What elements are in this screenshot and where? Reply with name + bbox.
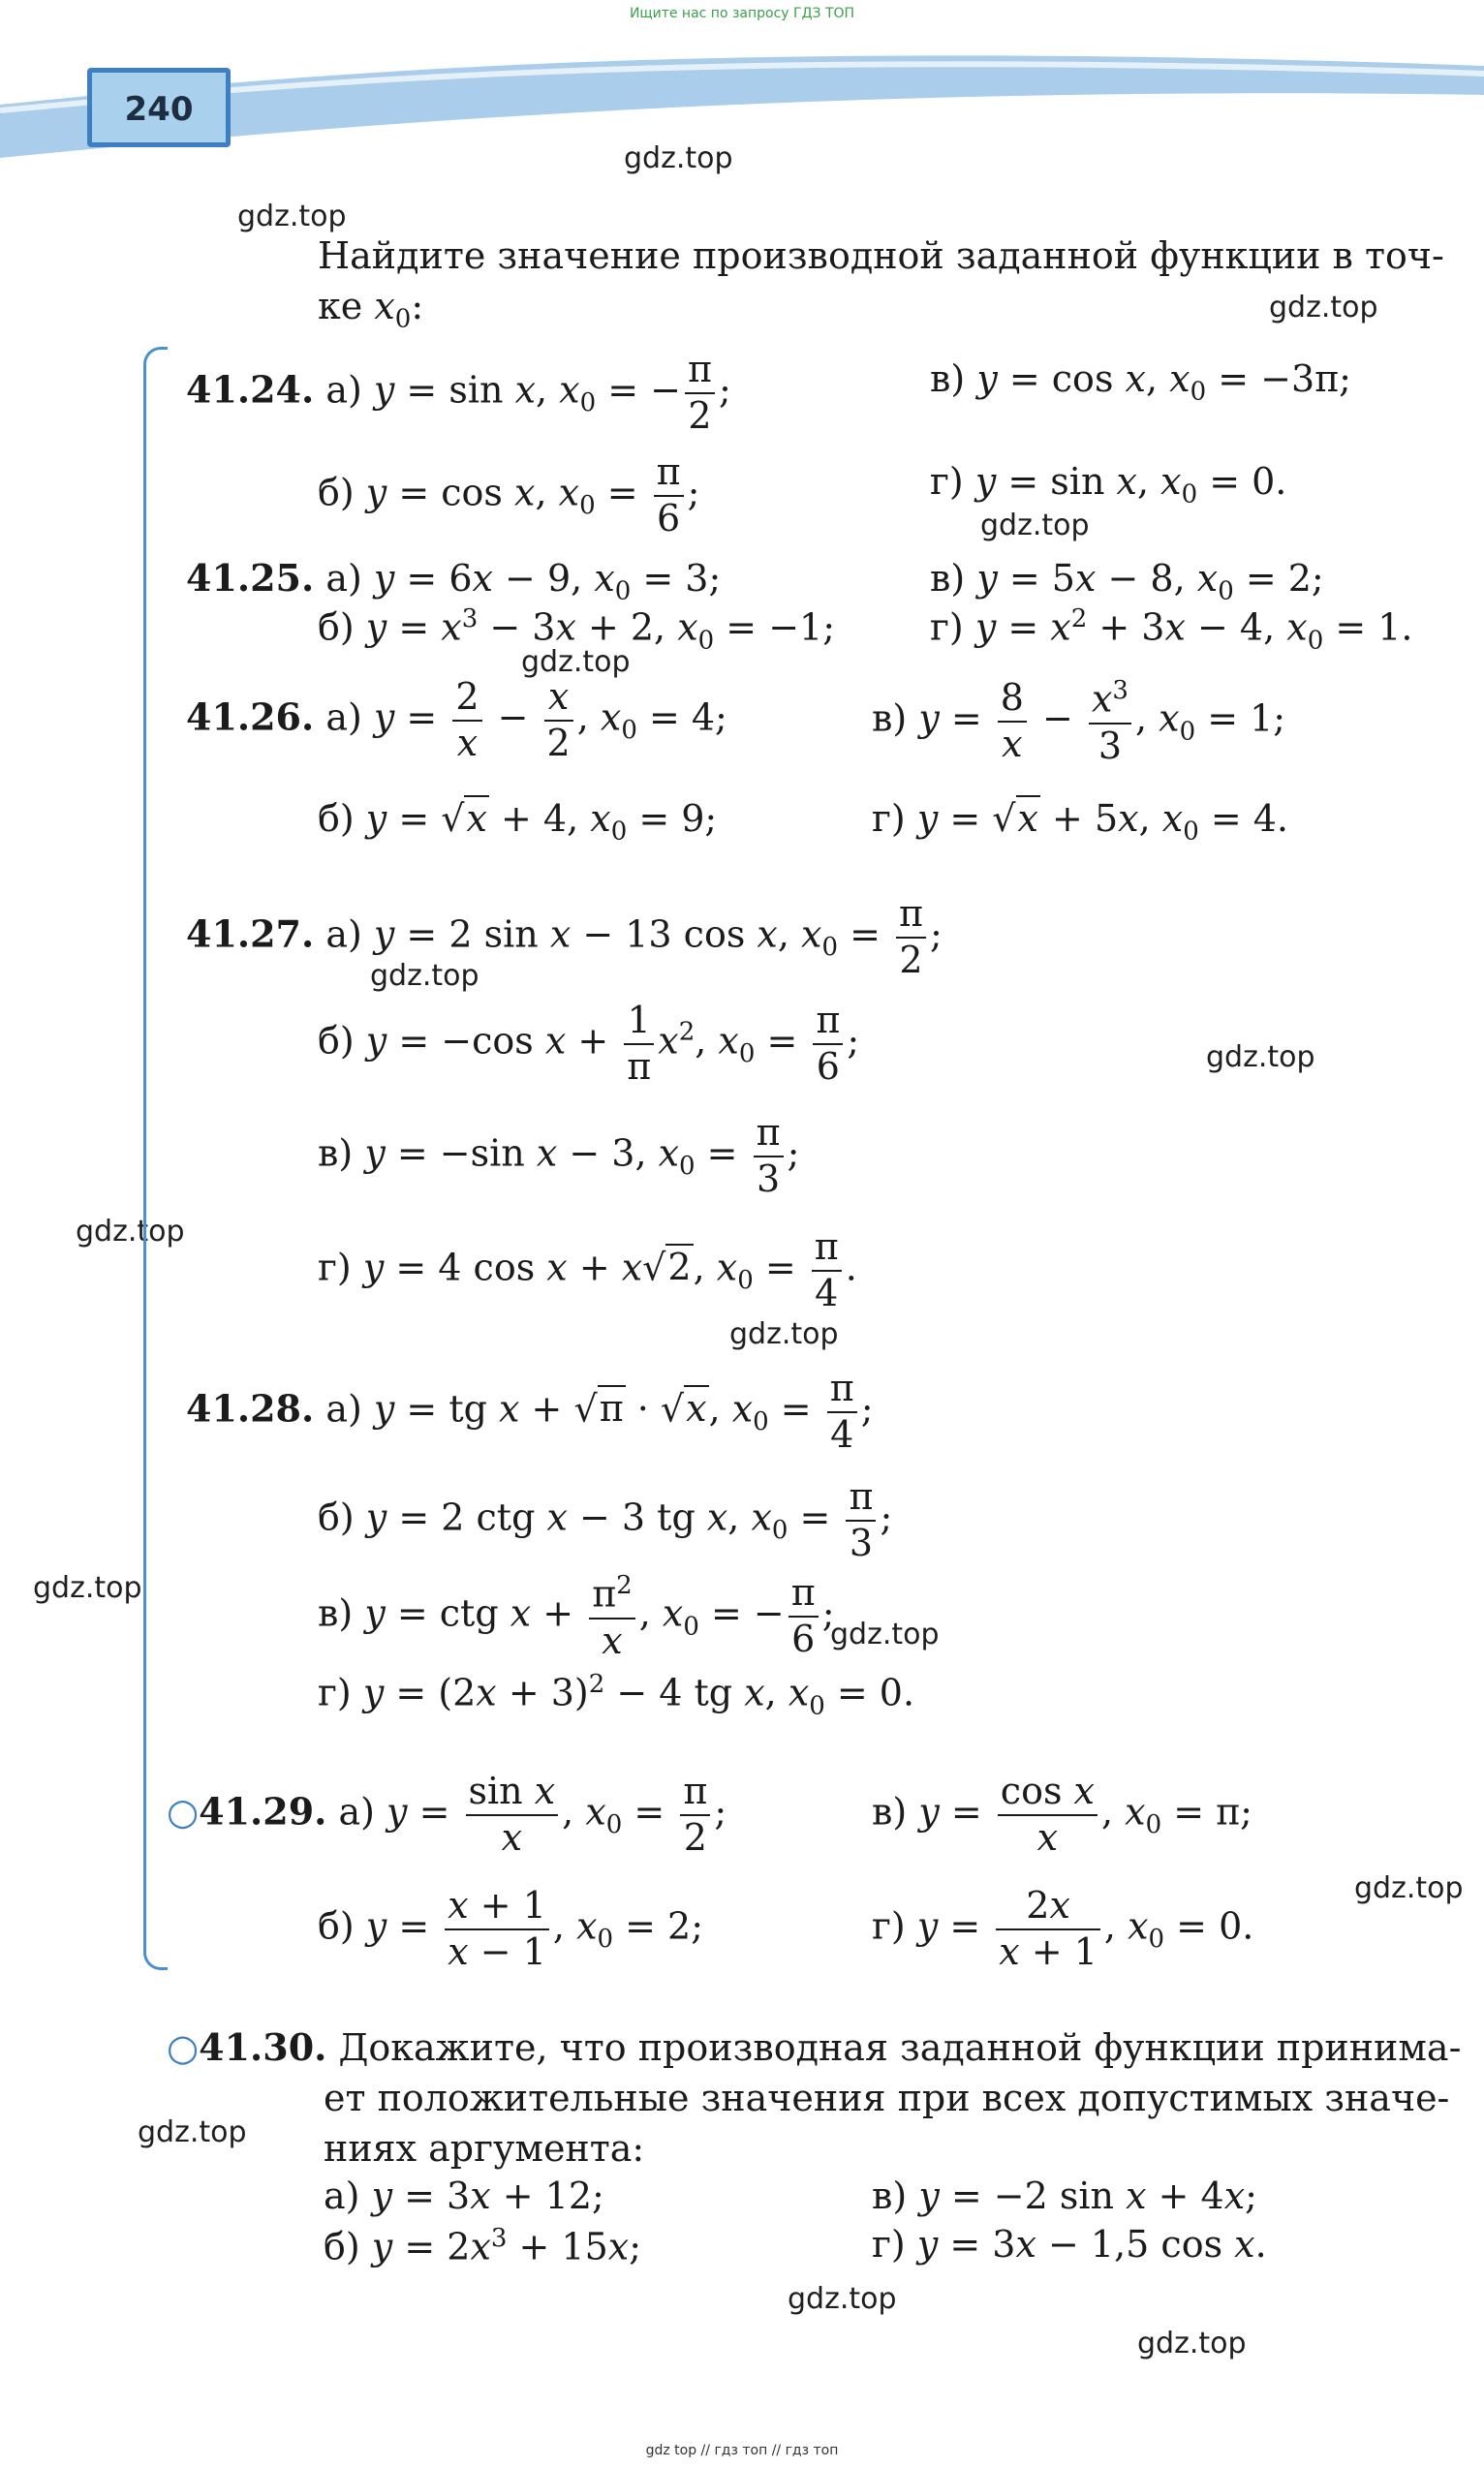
p30-line-1: Докажите, что производная заданной функции принима- <box>338 2026 1462 2069</box>
problem-41-30-a: а) y = 3x + 12; <box>324 2175 604 2217</box>
problem-number: 41.24. <box>186 367 315 412</box>
problem-41-28-v: в) y = ctg x + $\frac{\pi^2}{x}$ , $x_0$ = − $\frac{\pi}{6}$ ; <box>318 1571 835 1662</box>
page-number-box <box>87 68 231 147</box>
watermark: gdz.top <box>370 959 479 993</box>
watermark: gdz.top <box>729 1317 839 1351</box>
watermark: gdz.top <box>33 1571 142 1605</box>
intro-line-2: ке <box>318 285 375 327</box>
intro-line-1: Найдите значение производной заданной функции в точ- <box>318 234 1444 277</box>
problem-41-29-a: ○41.29. а) y = $\frac{\text{sin x}}{x}$ , $x_0$ = $\frac{\pi}{2}$ ; <box>167 1770 727 1859</box>
problem-41-26-v: в) y = $\frac{8}{x}$ − $\frac{x^3}{3}$ , $x_0 = 1$; <box>872 676 1286 767</box>
problem-number: 41.29. <box>199 1789 327 1834</box>
p30-line-3: ниях аргумента: <box>324 2127 645 2170</box>
watermark: gdz.top <box>788 2282 897 2316</box>
problem-41-26-g: г) y = √x + 5x, $x_0 = 4$. <box>872 797 1288 847</box>
intro-text: Найдите значение производной заданной функции в точ- ке $x_0$: <box>318 234 1444 334</box>
problem-41-27-a: 41.27. а) y = 2 sin x − 13 cos x, $x_0$ = $\frac{\pi}{2}$ ; <box>186 892 943 981</box>
problem-41-25-v: в) y = 5x − 8, $x_0 = 2$; <box>930 557 1324 606</box>
watermark: gdz.top <box>138 2115 247 2149</box>
problem-41-24-v: в) y = cos x, $x_0 = -3\pi$; <box>930 357 1351 407</box>
problem-41-28-g: г) $y = (2x + 3)^2 - 4$ tg x, $x_0 = 0$. <box>318 1670 915 1721</box>
problem-41-25-a: 41.25. а) y = 6x − 9, $x_0 = 3$; <box>186 556 722 606</box>
exercise-bracket <box>143 347 168 1970</box>
problem-41-24-g: г) y = sin x, $x_0 = 0$. <box>930 460 1287 509</box>
problem-41-27-v: в) y = −sin x − 3, $x_0$ = $\frac{\pi}{3}$ ; <box>318 1111 800 1200</box>
watermark: gdz.top <box>521 645 631 679</box>
watermark: gdz.top <box>76 1215 185 1249</box>
problem-41-25-g: г) $y = x^2 + 3x - 4$, $x_0 = 1$. <box>930 604 1413 656</box>
problem-number: 41.25. <box>186 556 315 600</box>
problem-41-29-b: б) y = $\frac{x + 1}{x - 1}$ , $x_0 = 2$; <box>318 1884 704 1973</box>
problem-41-30-text <box>167 2022 1461 2174</box>
watermark: gdz.top <box>1206 1040 1315 1074</box>
problem-41-24-b: б) y = cos x, $x_0$ = $\frac{\pi}{6}$ ; <box>318 450 700 540</box>
watermark: gdz.top <box>624 141 733 175</box>
p30-line-2: ет положительные значения при всех допустимых значе- <box>324 2077 1450 2119</box>
problem-41-30-v: в) y = −2 sin x + 4x; <box>872 2175 1257 2217</box>
problem-41-26-b: б) y = √x + 4, $x_0 = 9$; <box>318 797 718 847</box>
problem-number: 41.26. <box>186 694 315 739</box>
page-number: 240 <box>124 90 194 129</box>
watermark: gdz.top <box>237 200 347 233</box>
watermark: gdz.top <box>980 509 1090 542</box>
top-note: Ищите нас по запросу ГДЗ ТОП <box>629 6 855 21</box>
problem-41-30-g: г) y = 3x − 1,5 cos x. <box>872 2223 1267 2266</box>
problem-41-28-a: 41.28. а) y = tg x + √π · √x, $x_0$ = $\frac{\pi}{4}$ ; <box>186 1367 874 1456</box>
problem-41-25-b: б) $y = x^3 - 3x + 2$, $x_0 = -1$; <box>318 604 836 656</box>
watermark: gdz.top <box>1354 1871 1464 1905</box>
marker-circle: ○ <box>167 2025 200 2069</box>
problem-number: 41.27. <box>186 911 315 956</box>
watermark: gdz.top <box>1269 291 1378 324</box>
watermark: gdz.top <box>830 1618 940 1651</box>
problem-41-27-g: г) y = 4 cos x + x√2, $x_0$ = $\frac{\pi}{4}$ . <box>318 1225 857 1314</box>
problem-number: 41.30. <box>199 2025 327 2069</box>
footer-note: gdz top // гдз топ // гдз топ <box>645 2443 839 2458</box>
problem-41-29-v: в) y = $\frac{\text{cos x}}{x}$ , $x_0 = \pi$; <box>872 1770 1252 1859</box>
marker-circle: ○ <box>167 1789 200 1834</box>
watermark: gdz.top <box>1137 2327 1247 2360</box>
problem-41-26-a: 41.26. а) y = $\frac{2}{x}$ − $\frac{x}{2}$ , $x_0 = 4$; <box>186 675 727 764</box>
problem-41-27-b: б) y = −cos x + $\frac{1}{\pi}$ $x^2$, $x_0$ = $\frac{\pi}{6}$ ; <box>318 999 860 1088</box>
problem-number: 41.28. <box>186 1386 315 1431</box>
problem-41-29-g: г) y = $\frac{2x}{x + 1}$ , $x_0 = 0$. <box>872 1884 1254 1973</box>
problem-41-24-a: 41.24. а) y = sin x, $x_0$ = − $\frac{\pi}{2}$ ; <box>186 348 731 437</box>
problem-41-30-b: б) $y = 2x^3 + 15x$; <box>324 2224 642 2268</box>
problem-41-28-b: б) y = 2 ctg x − 3 tg x, $x_0$ = $\frac{\pi}{3}$ ; <box>318 1475 893 1564</box>
